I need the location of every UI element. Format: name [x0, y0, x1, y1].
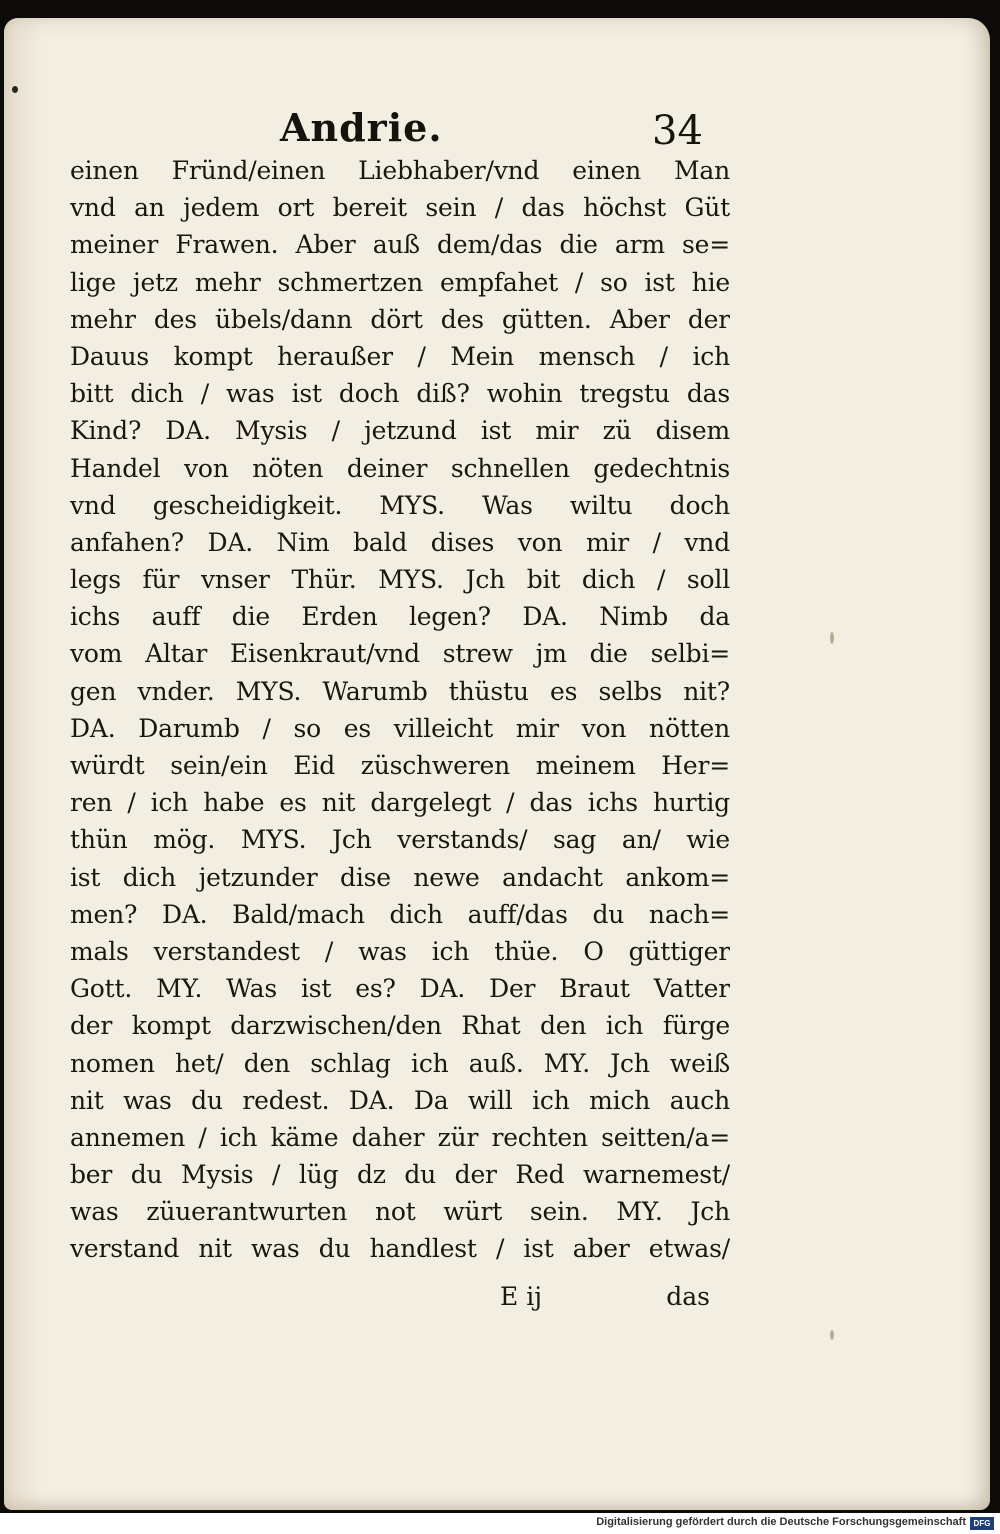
text-line: der kompt darzwischen/den Rhat den ich fürge — [70, 1011, 730, 1041]
text-line: Gott. MY. Was ist es? DA. Der Braut Vatter — [70, 974, 730, 1004]
text-line: men? DA. Bald/mach dich auff/das du nach= — [70, 899, 730, 929]
text-line: nomen het/ den schlag ich auß. MY. Jch weiß — [70, 1048, 730, 1078]
text-line: thün mög. MYS. Jch verstands/ sag an/ wie — [70, 825, 730, 855]
text-line: vnd gescheidigkeit. MYS. Was wiltu doch — [70, 490, 730, 520]
text-line: würdt sein/ein Eid züschweren meinem Her= — [70, 751, 730, 780]
text-line: was züuerantwurten not würt sein. MY. Jch — [70, 1197, 730, 1227]
text-line: verstand nit was du handlest / ist aber etwas/ — [70, 1234, 730, 1264]
text-line: legs für vnser Thür. MYS. Jch bit dich / soll — [70, 565, 730, 595]
catchword: das — [666, 1282, 710, 1311]
text-line: nit was du redest. DA. Da will ich mich auch — [70, 1085, 730, 1115]
text-line: gen vnder. MYS. Warumb thüstu es selbs nit? — [70, 676, 730, 706]
signature-mark: E ij — [500, 1282, 542, 1311]
ink-speck — [830, 632, 834, 644]
text-line: meiner Frawen. Aber auß dem/das die arm se= — [70, 230, 730, 260]
ink-speck — [830, 1330, 834, 1340]
ink-speck — [12, 86, 18, 93]
footer-bar — [0, 1513, 1000, 1534]
text-line: annemen / ich käme daher zür rechten seitten/a= — [70, 1122, 730, 1152]
text-line: ichs auff die Erden legen? DA. Nimb da — [70, 602, 730, 632]
text-line: ren / ich habe es nit dargelegt / das ichs hurtig — [70, 788, 730, 818]
text-line: vom Altar Eisenkraut/vnd strew jm die selbi= — [70, 639, 730, 669]
text-line: Kind? DA. Mysis / jetzund ist mir zü disem — [70, 416, 730, 446]
page-number: 34 — [652, 108, 703, 154]
text-line: mals verstandest / was ich thüe. O güttiger — [70, 936, 730, 966]
text-line: mehr des übels/dann dört des gütten. Aber der — [70, 304, 730, 334]
body-text — [70, 152, 730, 1268]
text-line: einen Fründ/einen Liebhaber/vnd einen Man — [70, 156, 730, 185]
text-line: ist dich jetzunder dise newe andacht ankom= — [70, 862, 730, 892]
running-head: Andrie. — [280, 105, 443, 150]
catchline — [70, 1282, 710, 1319]
text-line: DA. Darumb / so es villeicht mir von nötten — [70, 713, 730, 743]
text-line: anfahen? DA. Nim bald dises von mir / vnd — [70, 527, 730, 557]
footer-credit: Digitalisierung gefördert durch die Deutsche Forschungsgemeinschaft — [596, 1516, 966, 1528]
text-line: Dauus kompt heraußer / Mein mensch / ich — [70, 341, 730, 371]
text-line: vnd an jedem ort bereit sein / das höchst Güt — [70, 193, 730, 223]
text-line: bitt dich / was ist doch diß? wohin tregstu das — [70, 379, 730, 409]
text-line: Handel von nöten deiner schnellen gedechtnis — [70, 453, 730, 483]
dfg-logo-icon: DFG — [970, 1517, 994, 1530]
text-line: lige jetz mehr schmertzen empfahet / so ist hie — [70, 267, 730, 297]
text-line: ber du Mysis / lüg dz du der Red warnemest/ — [70, 1160, 730, 1190]
